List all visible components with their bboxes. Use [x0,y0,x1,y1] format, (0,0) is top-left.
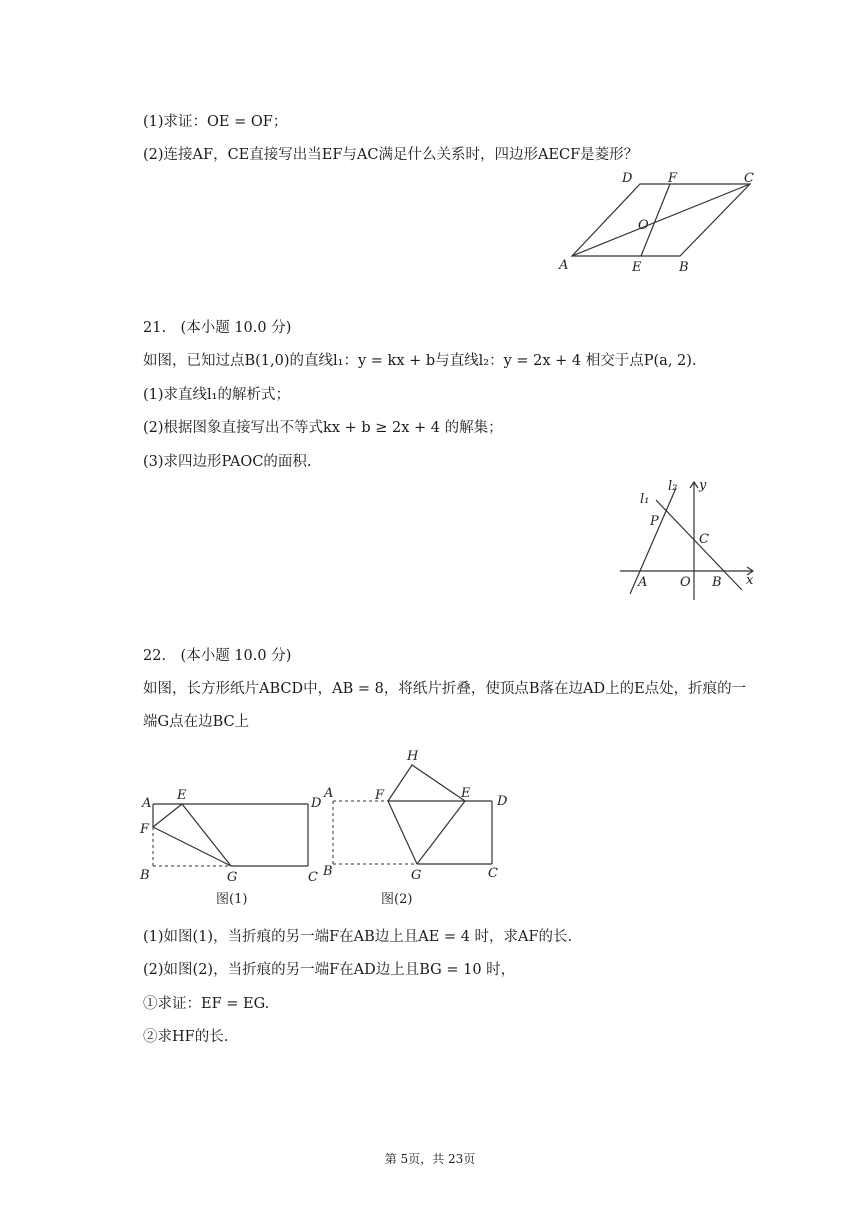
q22-part1: (1)如图(1)，当折痕的另一端F在AB边上且AE = 4 时，求AF的长. [143,929,573,945]
q21-header: 21. (本小题 10.0 分) [143,320,292,336]
q21-part3: (3)求四边形PAOC的面积. [143,454,312,470]
fig2-label-B: B [323,864,333,879]
fig2-label-A: A [324,786,334,801]
label-B: B [679,260,689,275]
label-x: x [746,573,754,588]
label-O: O [680,575,691,590]
q21-part2: (2)根据图象直接写出不等式kx + b ≥ 2x + 4 的解集； [143,420,503,436]
label-D: D [622,171,633,186]
label-y: y [699,478,707,493]
label-O: O [638,218,649,233]
label-C: C [699,532,709,547]
fig2-label-E: E [461,786,471,801]
q22-stem-line1: 如图，长方形纸片ABCD中，AB = 8，将纸片折叠，使顶点B落在边AD上的E点处，折痕的一 [143,681,747,697]
q22-sub1: ①求证：EF = EG. [143,996,270,1012]
fig1-label-E: E [177,788,187,803]
label-P: P [650,514,659,529]
label-A: A [638,575,648,590]
label-F: F [668,171,678,186]
fig2-label-H: H [407,749,419,764]
q21-stem: 如图，已知过点B(1,0)的直线l₁：y = kx + b与直线l₂：y = 2x + 4 相交于点P(a, 2). [143,353,697,369]
q22-stem-line2: 端G点在边BC上 [143,714,250,730]
fig1-label-B: B [140,868,150,883]
fig1-label-D: D [311,796,322,811]
fig1-label-F: F [140,822,150,837]
fig1-caption: 图(1) [216,892,248,907]
fig2-label-D: D [497,794,508,809]
fig1-label-A: A [142,796,152,811]
q22-header: 22. (本小题 10.0 分) [143,648,292,664]
fig1-label-G: G [227,870,238,885]
q21-coordinate-figure [618,478,758,603]
q20-parallelogram-figure [555,172,770,282]
q22-part2: (2)如图(2)，当折痕的另一端F在AD边上且BG = 10 时， [143,962,516,978]
fig2-caption: 图(2) [381,892,413,907]
q22-sub2: ②求HF的长. [143,1029,229,1045]
label-B: B [712,575,722,590]
q21-part1: (1)求直线l₁的解析式； [143,387,290,403]
label-l2: l₂ [668,479,678,494]
fig2-label-F: F [375,788,385,803]
q20-part1: (1)求证：OE = OF； [143,114,288,130]
q22-folding-figures [135,745,515,910]
label-C: C [744,171,754,186]
fig1-label-C: C [308,870,318,885]
label-A: A [559,258,569,273]
fig2-label-C: C [488,866,498,881]
fig2-label-G: G [411,868,422,883]
q20-part2: (2)连接AF，CE直接写出当EF与AC满足什么关系时，四边形AECF是菱形？ [143,147,639,163]
page-footer: 第 5页，共 23页 [384,1152,476,1166]
label-l1: l₁ [640,492,650,507]
label-E: E [632,260,642,275]
